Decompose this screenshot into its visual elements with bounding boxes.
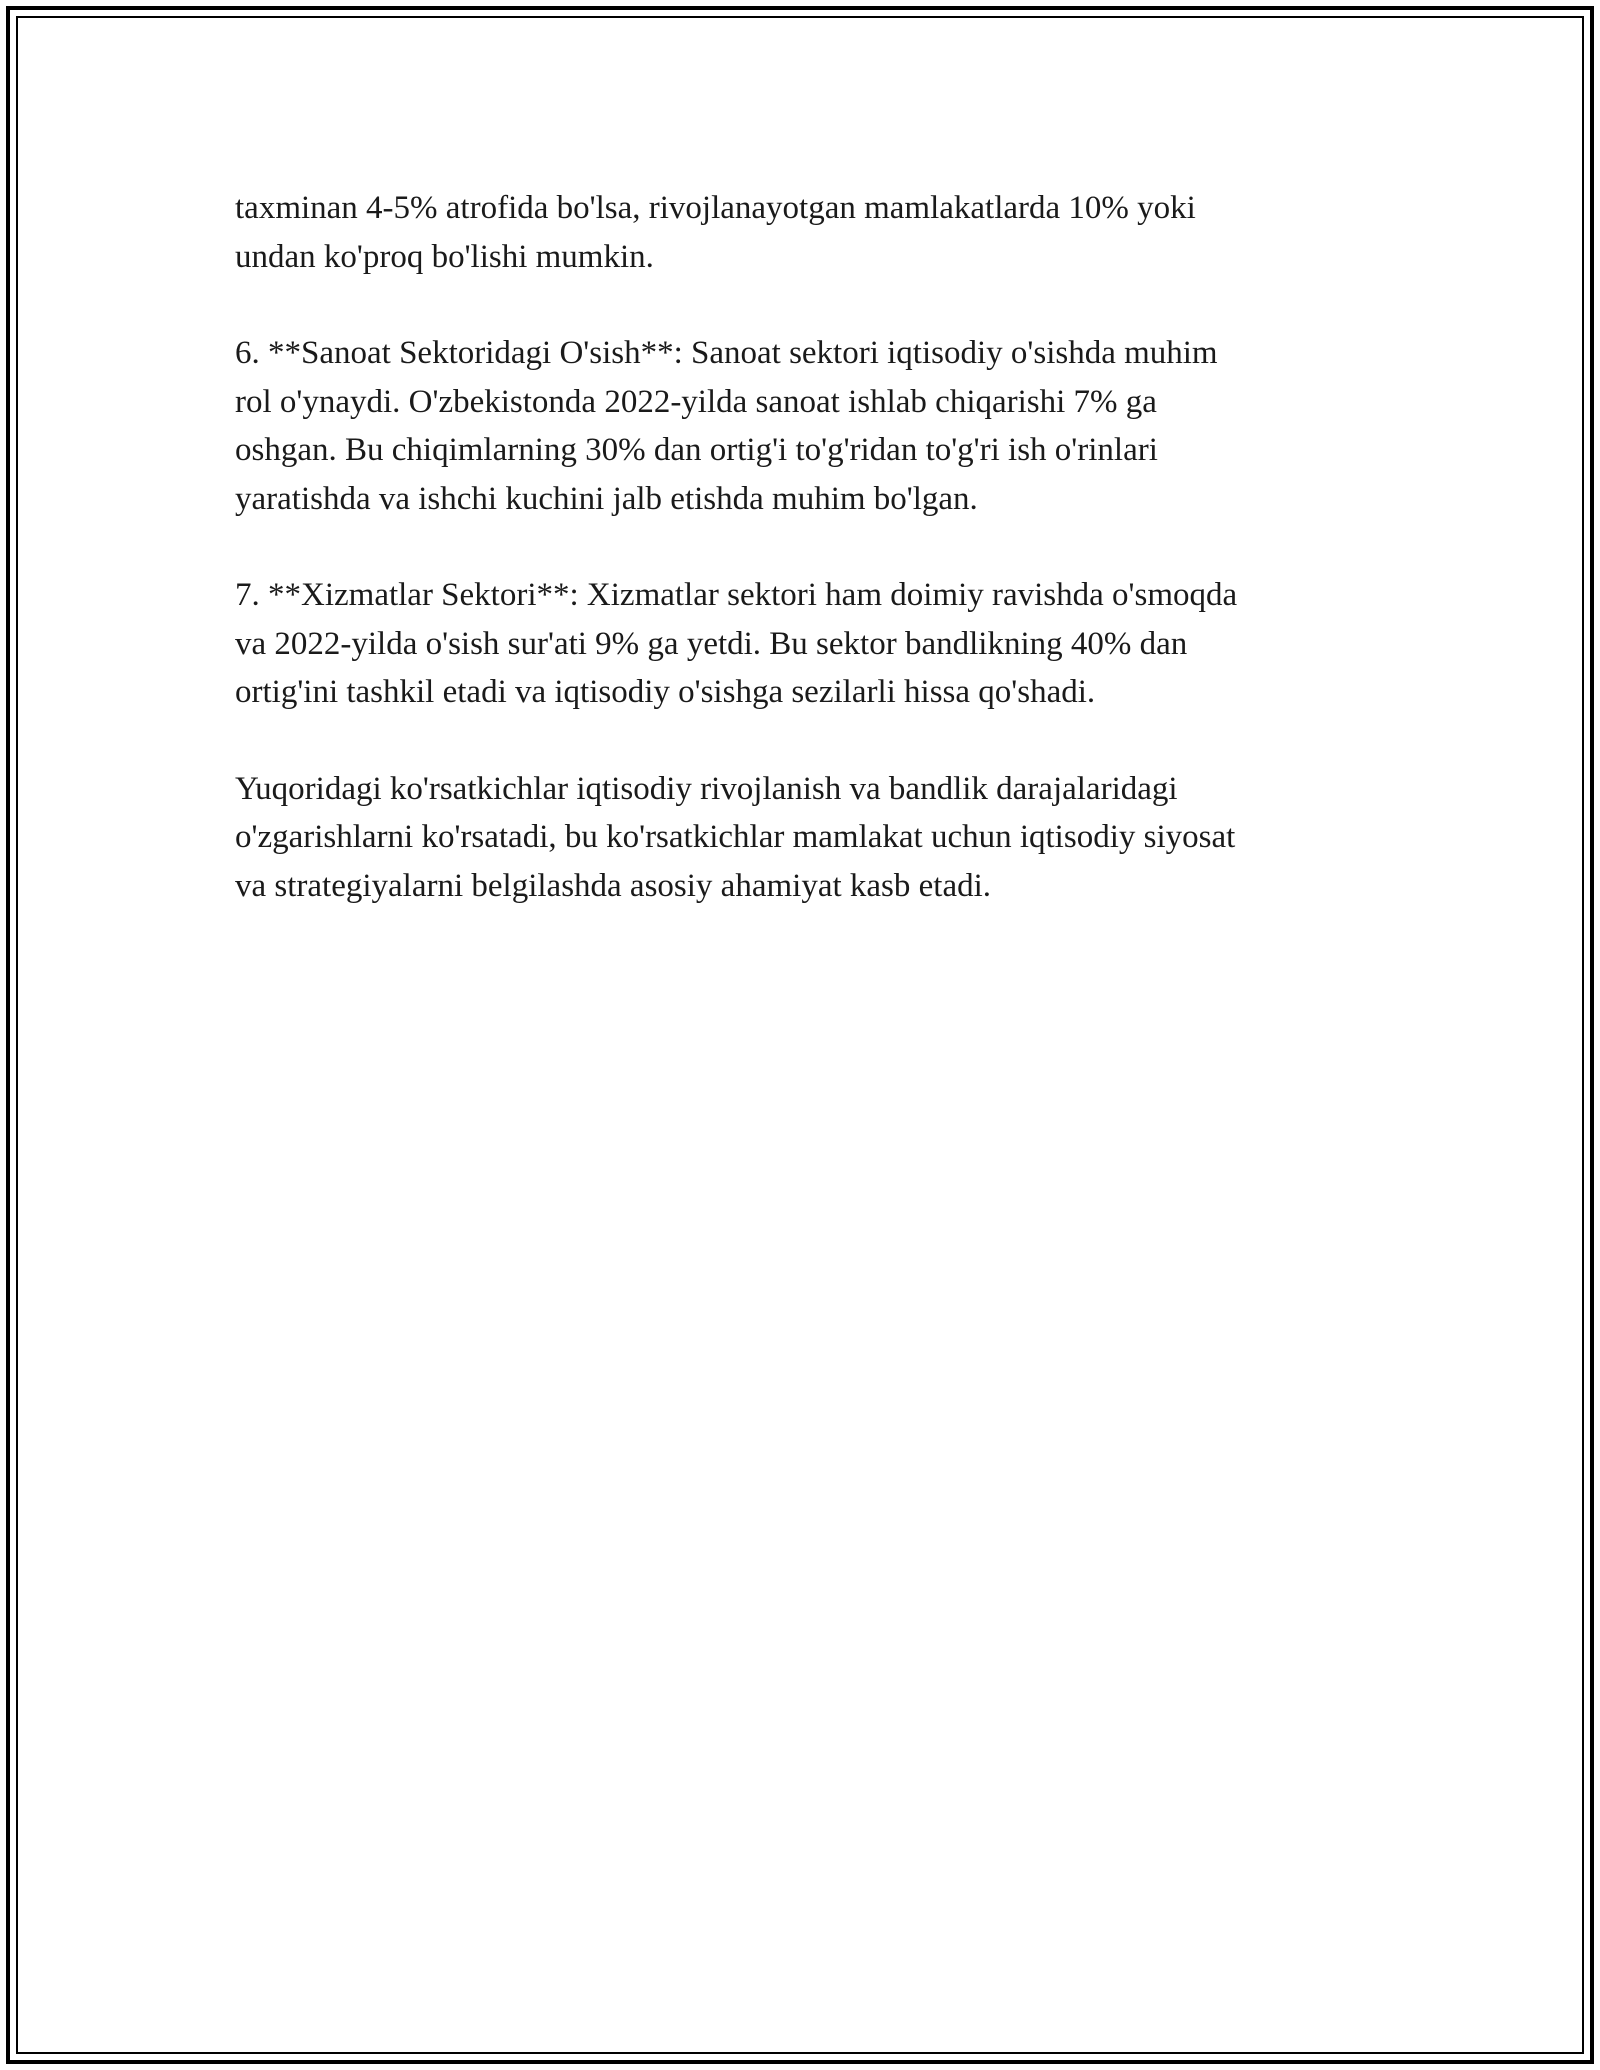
paragraph-continuation: taxminan 4-5% atrofida bo'lsa, rivojlanayotgan mamlakatlarda 10% yoki undan ko'proq bo'lishi mumkin.	[235, 190, 1196, 275]
paragraph-industry-sector: 6. **Sanoat Sektoridagi O'sish**: Sanoat sektori iqtisodiy o'sishda muhim rol o'ynaydi. O'zbekistonda 2022-yilda sanoat ishlab chiqarishi 7% ga oshgan. Bu chiqimlarning 30% dan ortig'i to'g'ridan to'g'ri ish o'rinlari yaratishda va ishchi kuchini jalb etishda muhim bo'lgan.	[235, 335, 1218, 517]
paragraph-services-sector: 7. **Xizmatlar Sektori**: Xizmatlar sektori ham doimiy ravishda o'smoqda va 2022-yilda o'sish sur'ati 9% ga yetdi. Bu sektor bandlikning 40% dan ortig'ini tashkil etadi va iqtisodiy o'sishga sezilarli hissa qo'shadi.	[235, 577, 1238, 710]
paragraph-conclusion: Yuqoridagi ko'rsatkichlar iqtisodiy rivojlanish va bandlik darajalaridagi o'zgarishlarni ko'rsatadi, bu ko'rsatkichlar mamlakat uchun iqtisodiy siyosat va strategiyalarni belgilashda asosiy ahamiyat kasb etadi.	[235, 770, 1236, 904]
document-body	[235, 184, 1365, 958]
